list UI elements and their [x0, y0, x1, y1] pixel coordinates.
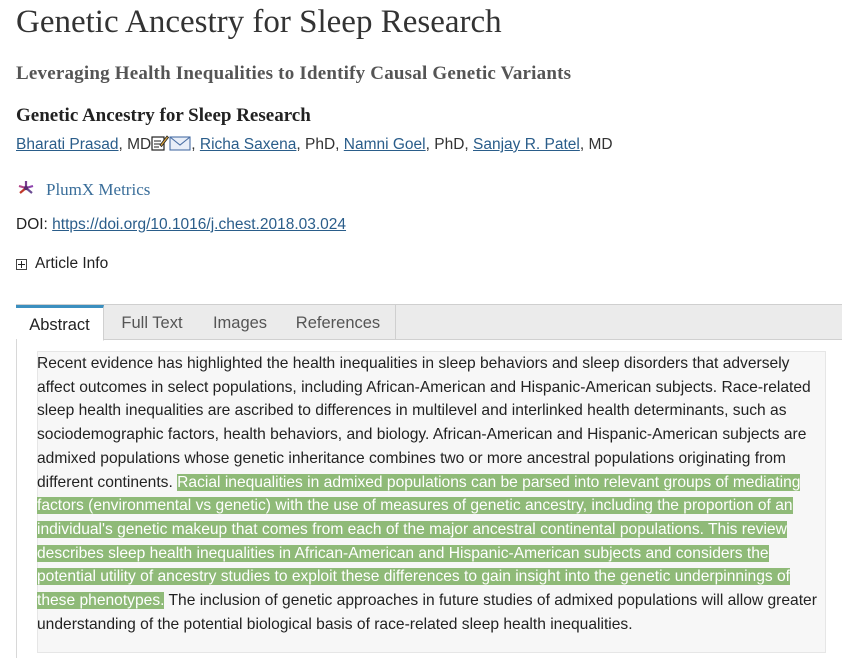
abstract-text-plain: The inclusion of genetic approaches in future studies of admixed populations will allow greater understanding of the potential biological basis of race-related sleep health inequalities. — [37, 592, 817, 633]
doi-line — [16, 216, 346, 234]
tab-references[interactable]: References — [281, 305, 396, 339]
abstract-text-plain: Recent evidence has highlighted the health inequalities in sleep behaviors and sleep disorders that adversely affect outcomes in select populations, including African-American and Hispanic-American subjects. Race-related sleep health inequalities are ascribed to differences in multilevel and interlinked health determinants, such as sociodemographic factors, health behaviors, and biology. African-American and Hispanic-American subjects are admixed populations whose genetic inheritance combines two or more ancestral populations originating from different continents. — [37, 355, 811, 491]
author-separator: , — [191, 136, 196, 153]
author-degree: , MD — [118, 136, 152, 153]
tab-images[interactable]: Images — [212, 314, 268, 332]
author-degree: , PhD, — [296, 136, 344, 153]
tab-bar — [16, 304, 842, 340]
author-link-prasad[interactable]: Bharati Prasad — [16, 136, 119, 153]
abstract-text-highlighted[interactable]: Racial inequalities in admixed populations can be parsed into relevant groups of mediating factors (environmental vs genetic) with the use of measures of genetic ancestry, including the proportion of an individual's genetic makeup that comes from each of the major ancestral continental populations. This review describes sleep health inequalities in African-American and Hispanic-American subjects and considers the potential utility of ancestry studies to exploit these differences to gain insight into the genetic underpinnings of these phenotypes. — [37, 473, 801, 610]
article-info-label[interactable]: Article Info — [35, 255, 109, 272]
author-link-patel[interactable]: Sanjay R. Patel — [473, 136, 580, 153]
tab-full-text[interactable]: Full Text — [121, 314, 183, 332]
article-info-toggle[interactable] — [16, 255, 108, 273]
plumx-label[interactable]: PlumX Metrics — [46, 180, 151, 199]
author-link-saxena[interactable]: Richa Saxena — [199, 136, 297, 153]
plumx-icon — [16, 178, 36, 203]
author-degree: , MD — [579, 136, 613, 153]
article-title: Genetic Ancestry for Sleep Research — [16, 105, 311, 126]
doi-label: DOI: — [16, 216, 53, 233]
author-link-goel[interactable]: Namni Goel — [343, 136, 426, 153]
page-title: Genetic Ancestry for Sleep Research — [16, 4, 502, 40]
edit-note-icon[interactable] — [151, 134, 169, 156]
author-degree: , PhD, — [425, 136, 474, 153]
author-list — [16, 134, 613, 156]
tab-panel-border — [16, 339, 17, 658]
page-subtitle: Leveraging Health Inequalities to Identify Causal Genetic Variants — [16, 63, 572, 84]
expand-plus-icon[interactable] — [16, 259, 27, 270]
tab-abstract[interactable]: Abstract — [16, 305, 104, 341]
mail-icon[interactable] — [169, 136, 191, 156]
plumx-metrics-link[interactable] — [16, 179, 150, 201]
abstract-text — [37, 352, 829, 636]
doi-link[interactable]: https://doi.org/10.1016/j.chest.2018.03.024 — [52, 216, 347, 233]
